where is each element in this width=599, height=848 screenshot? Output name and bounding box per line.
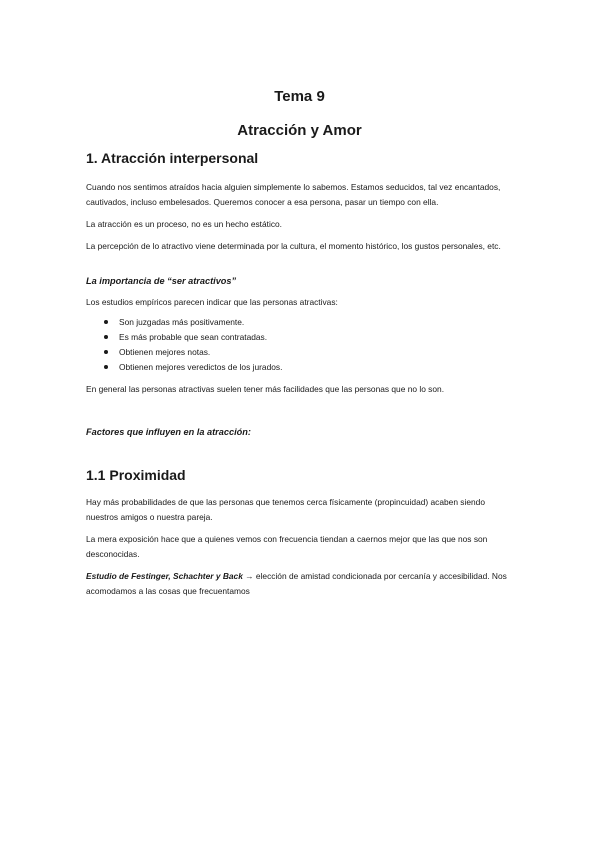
document-topic-title: Tema 9: [274, 88, 325, 105]
list-item: [86, 330, 516, 345]
study-paragraph: [86, 569, 516, 599]
subheading-importancia: La importancia de “ser atractivos”: [86, 276, 237, 286]
list-item-text: Son juzgadas más positivamente.: [119, 317, 245, 327]
paragraph: Hay más probabilidades de que las personas que tenemos cerca físicamente (propincuidad) acaben siendo nuestros amigos o nuestra pareja.: [86, 497, 485, 522]
paragraph: La mera exposición hace que a quienes vemos con frecuencia tiendan a caernos mejor que las que nos son desconocidas.: [86, 534, 488, 559]
list-item-text: Obtienen mejores veredictos de los jurados.: [119, 362, 283, 372]
bullet-list: [86, 315, 516, 375]
paragraph: Cuando nos sentimos atraídos hacia alguien simplemente lo sabemos. Estamos seducidos, tal vez encantados, cautivados, incluso embelesados. Queremos conocer a esa persona, pasar un tiempo con ella.: [86, 182, 501, 207]
list-item: [86, 345, 516, 360]
study-text: elección de amistad condicionada por cercanía y accesibilidad. Nos acomodamos a las cosas que frecuentamos: [86, 571, 507, 596]
section-heading-atraccion: 1. Atracción interpersonal: [86, 150, 259, 166]
paragraph: Los estudios empíricos parecen indicar que las personas atractivas:: [86, 297, 338, 307]
bullet-icon: [104, 320, 108, 324]
bullet-icon: [104, 335, 108, 339]
bullet-icon: [104, 350, 108, 354]
study-title: Estudio de Festinger, Schachter y Back: [86, 571, 243, 581]
list-item-text: Es más probable que sean contratadas.: [119, 332, 268, 342]
paragraph: La atracción es un proceso, no es un hecho estático.: [86, 219, 283, 229]
arrow-icon: →: [245, 571, 254, 581]
paragraph: En general las personas atractivas suelen tener más facilidades que las personas que no lo son.: [86, 384, 445, 394]
list-item: [86, 315, 516, 330]
paragraph: La percepción de lo atractivo viene determinada por la cultura, el momento histórico, los gustos personales, etc.: [86, 241, 501, 251]
document-body: [86, 150, 516, 599]
list-item: [86, 360, 516, 375]
subheading-factores: Factores que influyen en la atracción:: [86, 427, 251, 437]
bullet-icon: [104, 365, 108, 369]
document-main-title: Atracción y Amor: [237, 122, 362, 139]
section-heading-proximidad: 1.1 Proximidad: [86, 467, 186, 483]
list-item-text: Obtienen mejores notas.: [119, 347, 211, 357]
